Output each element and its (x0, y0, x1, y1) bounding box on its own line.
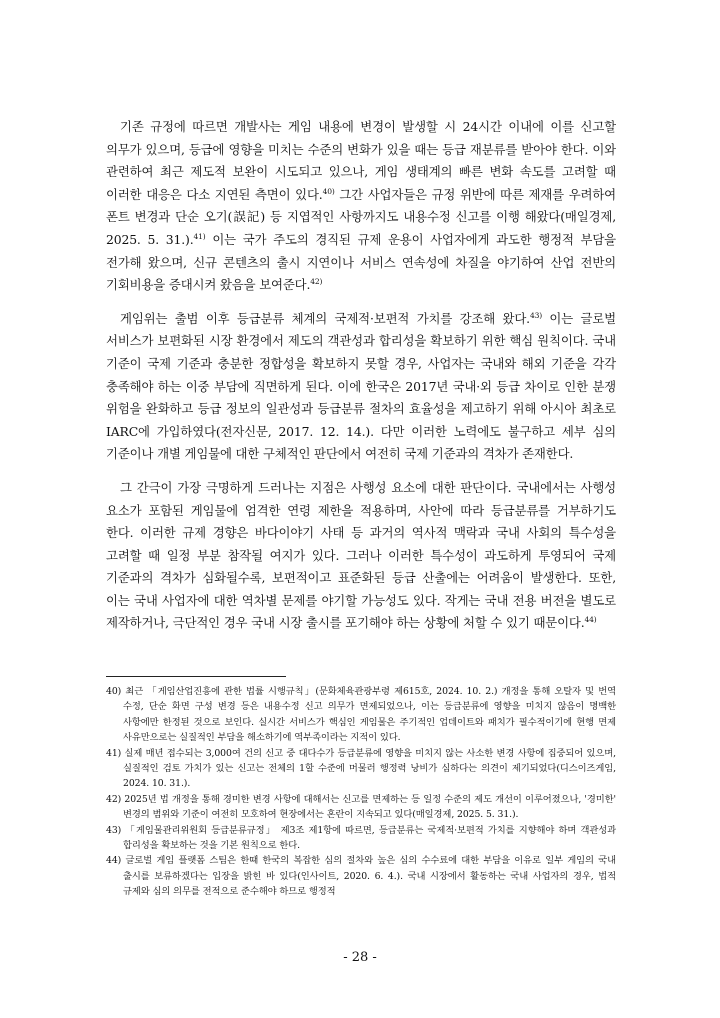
paragraph-text: 그간 사업자들은 규정 위반에 따른 제재를 우려하여 폰트 변경과 단순 오기(誤記) 등 지엽적인 사항까지도 내용수정 신고를 이행 해왔다(매일경제, 2025. 5. 31.). (106, 186, 616, 247)
paragraph-text: 게임위는 출범 이후 등급분류 체계의 국제적·보편적 가치를 강조해 왔다. (120, 310, 530, 326)
footnote: 42) 2025년 법 개정을 통해 경미한 변경 사항에 대해서는 신고를 면제하는 등 일정 수준의 제도 개선이 이루어졌으나, '경미한' 변경의 범위와 기준이 여전히 모호하여 현장에서는 혼란이 지속되고 있다(매일경제, 2025. 5. 31.). (106, 793, 616, 821)
paragraph-text: 이는 글로벌 서비스가 보편화된 시장 환경에서 제도의 객관성과 합리성을 확보하기 위한 핵심 원칙이다. 국내 기준이 국제 기준과 충분한 정합성을 확보하지 못할 경우, 사업자는 국내와 해외 기준을 각각 충족해야 하는 이중 부담에 직면하게 된다. 이에 한국은 2017년 국내·외 등급 차이로 인한 분쟁 위험을 완화하고 등급 정보의 일관성과 등급분류 절차의 효율성을 제고하기 위해 아시아 최초로 IARC에 가입하였다(전자신문, 2017. 12. 14.). 다만 이러한 노력에도 불구하고 세부 심의 기준이나 개별 게임물에 대한 구체적인 판단에서 여전히 국제 기준과의 격차가 존재한다. (106, 310, 616, 462)
paragraph-text: 이는 국가 주도의 경직된 규제 운용이 사업자에게 과도한 행정적 부담을 전가해 왔으며, 신규 콘텐츠의 출시 지연이나 서비스 연속성에 차질을 야기하여 산업 전반의 기회비용을 증대시켜 왔음을 보여준다. (106, 231, 616, 293)
footnote-ref[interactable]: 41) (193, 231, 206, 241)
paragraph-text: 그 간극이 가장 극명하게 드러나는 지점은 사행성 요소에 대한 판단이다. 국내에서는 사행성 요소가 포함된 게임물에 엄격한 연령 제한을 적용하며, 사안에 따라 등급분류를 거부하기도 한다. 이러한 규제 경향은 바다이야기 사태 등 과거의 역사적 맥락과 국내 사회의 특수성을 고려할 때 일정 부분 참작될 여지가 있다. 그러나 이러한 특수성이 과도하게 투영되어 국제 기준과의 격차가 심화될수록, 보편적이고 표준화된 등급 산출에는 어려움이 발생한다. 또한, 이는 국내 사업자에 대한 역차별 문제를 야기할 가능성도 있다. 작게는 국내 전용 버전을 별도로 제작하거나, 극단적인 경우 국내 시장 출시를 포기해야 하는 상황에 처할 수 있기 때문이다. (106, 479, 616, 631)
page-number: - 28 - (343, 950, 377, 965)
paragraph (106, 116, 616, 297)
paragraph (106, 308, 616, 466)
footnote: 40) 최근 「게임산업진흥에 관한 법률 시행규칙」(문화체육관광부령 제615호, 2024. 10. 2.) 개정을 통해 오탈자 및 번역 수정, 단순 화면 구성 변경 등은 내용수정 신고 의무가 면제되었으나, 이는 등급분류에 영향을 미치지 않음이 명백한 사항에만 한정된 것으로 보인다. 실시간 서비스가 핵심인 게임물은 주기적인 업데이트와 패치가 필수적이기에 현행 면제 사유만으로는 실질적인 부담을 해소하기에 역부족이라는 지적이 있다. (106, 686, 616, 744)
footnote-ref[interactable]: 43) (529, 310, 542, 320)
body-text (106, 116, 616, 635)
footnote-ref[interactable]: 42) (310, 277, 323, 287)
footnotes (106, 684, 616, 900)
footnote-ref[interactable]: 40) (322, 186, 335, 196)
footnote-ref[interactable]: 44) (584, 615, 597, 625)
footnote-separator (106, 676, 286, 677)
paragraph-text: 기존 규정에 따르면 개발사는 게임 내용에 변경이 발생할 시 24시간 이내에 이를 신고할 의무가 있으며, 등급에 영향을 미치는 수준의 변화가 있을 때는 등급 재분류를 받아야 한다. 이와 관련하여 최근 제도적 보완이 시도되고 있으나, 게임 생태계의 빠른 변화 속도를 고려할 때 이러한 대응은 다소 지연된 측면이 있다. (106, 119, 616, 202)
footnote: 43) 「게임물관리위원회 등급분류규정」 제3조 제1항에 따르면, 등급분류는 국제적·보편적 가치를 지향해야 하며 객관성과 합리성을 확보하는 것을 기본 원칙으로 한다. (106, 824, 616, 852)
paragraph (106, 477, 616, 635)
footnote: 41) 실제 매년 접수되는 3,000여 건의 신고 중 대다수가 등급분류에 영향을 미치지 않는 사소한 변경 사항에 집중되어 있으며, 실질적인 검토 가치가 있는 신고는 전체의 1할 수준에 머물러 행정력 낭비가 심하다는 의견이 제기되었다(디스이즈게임, 2024. 10. 31.). (106, 747, 616, 790)
footnote: 44) 글로벌 게임 플랫폼 스팀은 한때 한국의 복잡한 심의 절차와 높은 심의 수수료에 대한 부담을 이유로 일부 게임의 국내 출시를 보류하겠다는 입장을 밝힌 바 있다(인사이트, 2020. 6. 4.). 국내 시장에서 활동하는 국내 사업자의 경우, 법적 규제와 심의 의무를 전적으로 준수해야 하므로 행정적 (106, 855, 616, 898)
